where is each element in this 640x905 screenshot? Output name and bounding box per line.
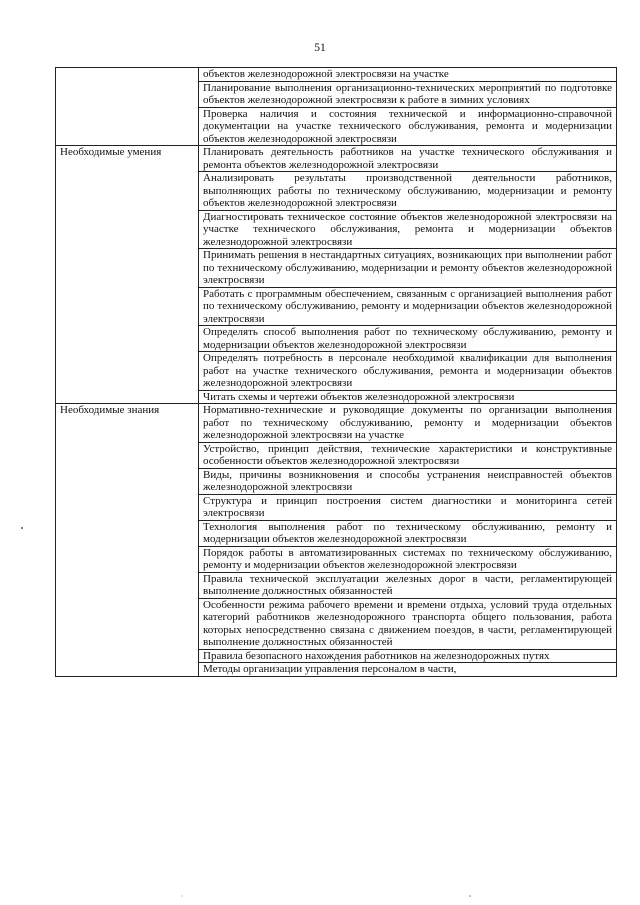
table-cell: Диагностировать техническое состояние объектов железнодорожной электросвязи на участке технического обслуживания, ремонта и модернизации объектов железнодорожной электросвязи <box>199 210 617 249</box>
section-label <box>56 68 199 146</box>
table-cell: Определять способ выполнения работ по техническому обслуживанию, ремонту и модернизации объектов железнодорожной электросвязи <box>199 326 617 352</box>
competency-table <box>55 67 617 677</box>
table-cell: Читать схемы и чертежи объектов железнодорожной электросвязи <box>199 390 617 404</box>
table-cell: Правила безопасного нахождения работников на железнодорожных путях <box>199 649 617 663</box>
table-cell: Порядок работы в автоматизированных системах по техническому обслуживанию, ремонту и модернизации объектов железнодорожной электросвязи <box>199 546 617 572</box>
table-cell: Принимать решения в нестандартных ситуациях, возникающих при выполнении работ по техническому обслуживанию, модернизации и ремонту объектов железнодорожной электросвязи <box>199 249 617 288</box>
table-cell: Виды, причины возникновения и способы устранения неисправностей объектов железнодорожной электросвязи <box>199 468 617 494</box>
table-row <box>56 404 617 443</box>
table-row <box>56 146 617 172</box>
table-cell: Анализировать результаты производственной деятельности работников, выполняющих работы по техническому обслуживанию, модернизации и ремонту объектов железнодорожной электросвязи <box>199 172 617 211</box>
section-label-knowledge: Необходимые знания <box>56 404 199 677</box>
section-label-skills: Необходимые умения <box>56 146 199 404</box>
table-cell: Структура и принцип построения систем диагностики и мониторинга сетей электросвязи <box>199 494 617 520</box>
table-cell: Особенности режима рабочего времени и времени отдыха, условий труда отдельных категорий работников железнодорожного транспорта общего пользования, работа которых непосредственно связана с движением поездов, в части, регламентирующей выполнение должностных обязанностей <box>199 598 617 649</box>
table-cell: Правила технической эксплуатации железных дорог в части, регламентирующей выполнение должностных обязанностей <box>199 572 617 598</box>
table-cell: Планировать деятельность работников на участке технического обслуживания и ремонта объектов железнодорожной электросвязи <box>199 146 617 172</box>
table-cell: Работать с программным обеспечением, связанным с организацией выполнения работ по техническому обслуживанию, ремонту и модернизации объектов железнодорожной электросвязи <box>199 287 617 326</box>
page-number: 51 <box>314 42 326 54</box>
table-cell: Технология выполнения работ по техническому обслуживанию, ремонту и модернизации объектов железнодорожной электросвязи <box>199 520 617 546</box>
table-cell: Определять потребность в персонале необходимой квалификации для выполнения работ на участке технического обслуживания, ремонта и модернизации объектов железнодорожной электросвязи <box>199 352 617 391</box>
table-cell: Методы организации управления персоналом в части, <box>199 663 617 677</box>
table-cell: Устройство, принцип действия, технические характеристики и конструктивные особенности объектов железнодорожной электросвязи <box>199 442 617 468</box>
table-cell: Нормативно-технические и руководящие документы по организации выполнения работ по техническому обслуживанию, ремонту и модернизации объектов железнодорожной электросвязи на участке <box>199 404 617 443</box>
table-cell: Планирование выполнения организационно-технических мероприятий по подготовке объектов железнодорожной электросвязи к работе в зимних условиях <box>199 81 617 107</box>
table-row <box>56 68 617 82</box>
table-cell: объектов железнодорожной электросвязи на участке <box>199 68 617 82</box>
table-cell: Проверка наличия и состояния технической и информационно-справочной документации на участке технического обслуживания, ремонта и модернизации объектов железнодорожной электросвязи <box>199 107 617 146</box>
